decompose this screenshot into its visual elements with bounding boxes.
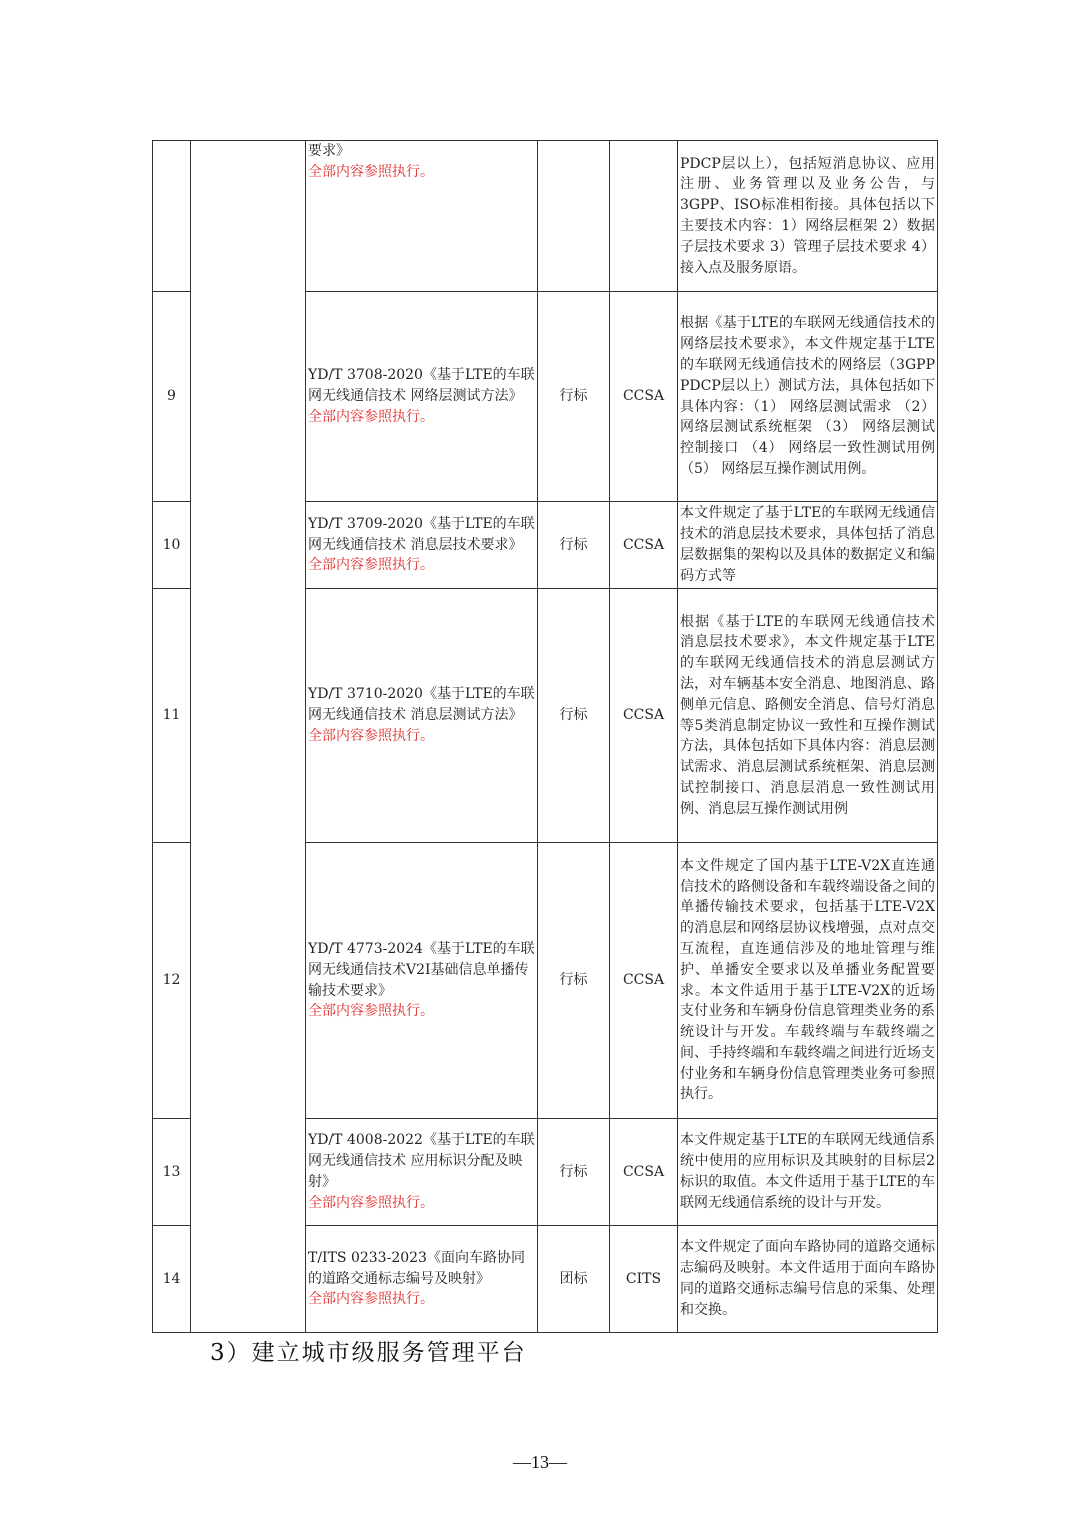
standard-name: YD/T 3708-2020《基于LTE的车联网无线通信技术 网络层测试方法》 [308,367,535,405]
row-number: 10 [153,502,191,589]
standard-org: CITS [610,1226,678,1333]
standard-org: CCSA [610,292,678,502]
reference-note: 全部内容参照执行。 [308,1291,434,1308]
section-heading: 3）建立城市级服务管理平台 [210,1340,527,1366]
standard-type [538,141,610,292]
standard-content: 本文件规定了面向车路协同的道路交通标志编码及映射。本文件适用于面向车路协同的道路交通标志编号信息的采集、处理和交换。 [678,1226,938,1333]
reference-note: 全部内容参照执行。 [308,557,434,574]
row-number: 11 [153,589,191,843]
merged-category-cell [191,141,306,1333]
reference-note: 全部内容参照执行。 [308,1003,434,1020]
standards-table [152,140,938,1333]
standard-content: PDCP层以上），包括短消息协议、应用注册、业务管理以及业务公告，与3GPP、ISO标准相衔接。具体包括以下主要技术内容：1）网络层框架 2）数据子层技术要求 3）管理子层技术要求 4）接入点及服务原语。 [678,141,938,292]
standard-org: CCSA [610,1119,678,1226]
standard-content: 本文件规定了基于LTE的车联网无线通信技术的消息层技术要求，具体包括了消息层数据集的架构以及具体的数据定义和编码方式等 [678,502,938,589]
standard-type: 团标 [538,1226,610,1333]
standard-content: 根据《基于LTE的车联网无线通信技术的网络层技术要求》，本文件规定基于LTE的车联网无线通信技术的网络层（3GPP PDCP层以上）测试方法，具体包括如下具体内容：（1） 网络层测试需求 （2） 网络层测试系统框架 （3） 网络层测试控制接口 （4） 网络层一致性测试用例 （5） 网络层互操作测试用例。 [678,292,938,502]
standard-name-cell [306,589,538,843]
standard-name: YD/T 4008-2022《基于LTE的车联网无线通信技术 应用标识分配及映射》 [308,1132,535,1190]
standard-name-cell [306,1226,538,1333]
standard-org [610,141,678,292]
standard-name-cell [306,292,538,502]
standard-content: 本文件规定了国内基于LTE-V2X直连通信技术的路侧设备和车载终端设备之间的单播传输技术要求，包括基于LTE-V2X的消息层和网络层协议栈增强，点对点交互流程，直连通信涉及的地址管理与维护、单播安全要求以及单播业务配置要求。本文件适用于基于LTE-V2X的近场支付业务和车辆身份信息管理类业务的系统设计与开发。车载终端与车载终端之间、手持终端和车载终端之间进行近场支付业务和车辆身份信息管理类业务可参照执行。 [678,843,938,1119]
standard-type: 行标 [538,843,610,1119]
row-number: 14 [153,1226,191,1333]
page-number: —13— [513,1452,567,1472]
standard-org: CCSA [610,843,678,1119]
reference-note: 全部内容参照执行。 [308,1194,434,1211]
standard-name: YD/T 4773-2024《基于LTE的车联网无线通信技术V2I基础信息单播传输技术要求》 [308,940,535,999]
standard-name-cell [306,843,538,1119]
standard-name: YD/T 3709-2020《基于LTE的车联网无线通信技术 消息层技术要求》 [308,515,535,553]
reference-note: 全部内容参照执行。 [308,408,434,425]
standard-name-cell [306,1119,538,1226]
row-number: 13 [153,1119,191,1226]
standard-name: 要求》 [308,143,350,159]
row-number: 12 [153,843,191,1119]
standard-type: 行标 [538,589,610,843]
standard-name: T/ITS 0233-2023《面向车路协同的道路交通标志编号及映射》 [308,1249,525,1287]
standard-name: YD/T 3710-2020《基于LTE的车联网无线通信技术 消息层测试方法》 [308,686,535,724]
table-row [153,141,938,292]
standard-name-cell [306,502,538,589]
row-number: 9 [153,292,191,502]
reference-note: 全部内容参照执行。 [308,163,434,180]
standard-type: 行标 [538,292,610,502]
reference-note: 全部内容参照执行。 [308,727,434,744]
standard-org: CCSA [610,589,678,843]
standard-type: 行标 [538,1119,610,1226]
standard-content: 根据《基于LTE的车联网无线通信技术 消息层技术要求》，本文件规定基于LTE的车联网无线通信技术的消息层测试方法，对车辆基本安全消息、地图消息、路侧单元信息、路侧安全消息、信号灯消息等5类消息制定协议一致性和互操作测试方法，具体包括如下具体内容：消息层测试需求、消息层测试系统框架、消息层测试控制接口、消息层消息一致性测试用例、消息层互操作测试用例 [678,589,938,843]
standard-content: 本文件规定基于LTE的车联网无线通信系统中使用的应用标识及其映射的目标层2标识的取值。本文件适用于基于LTE的车联网无线通信系统的设计与开发。 [678,1119,938,1226]
standard-type: 行标 [538,502,610,589]
row-number [153,141,191,292]
standard-name-cell [306,141,538,292]
standard-org: CCSA [610,502,678,589]
